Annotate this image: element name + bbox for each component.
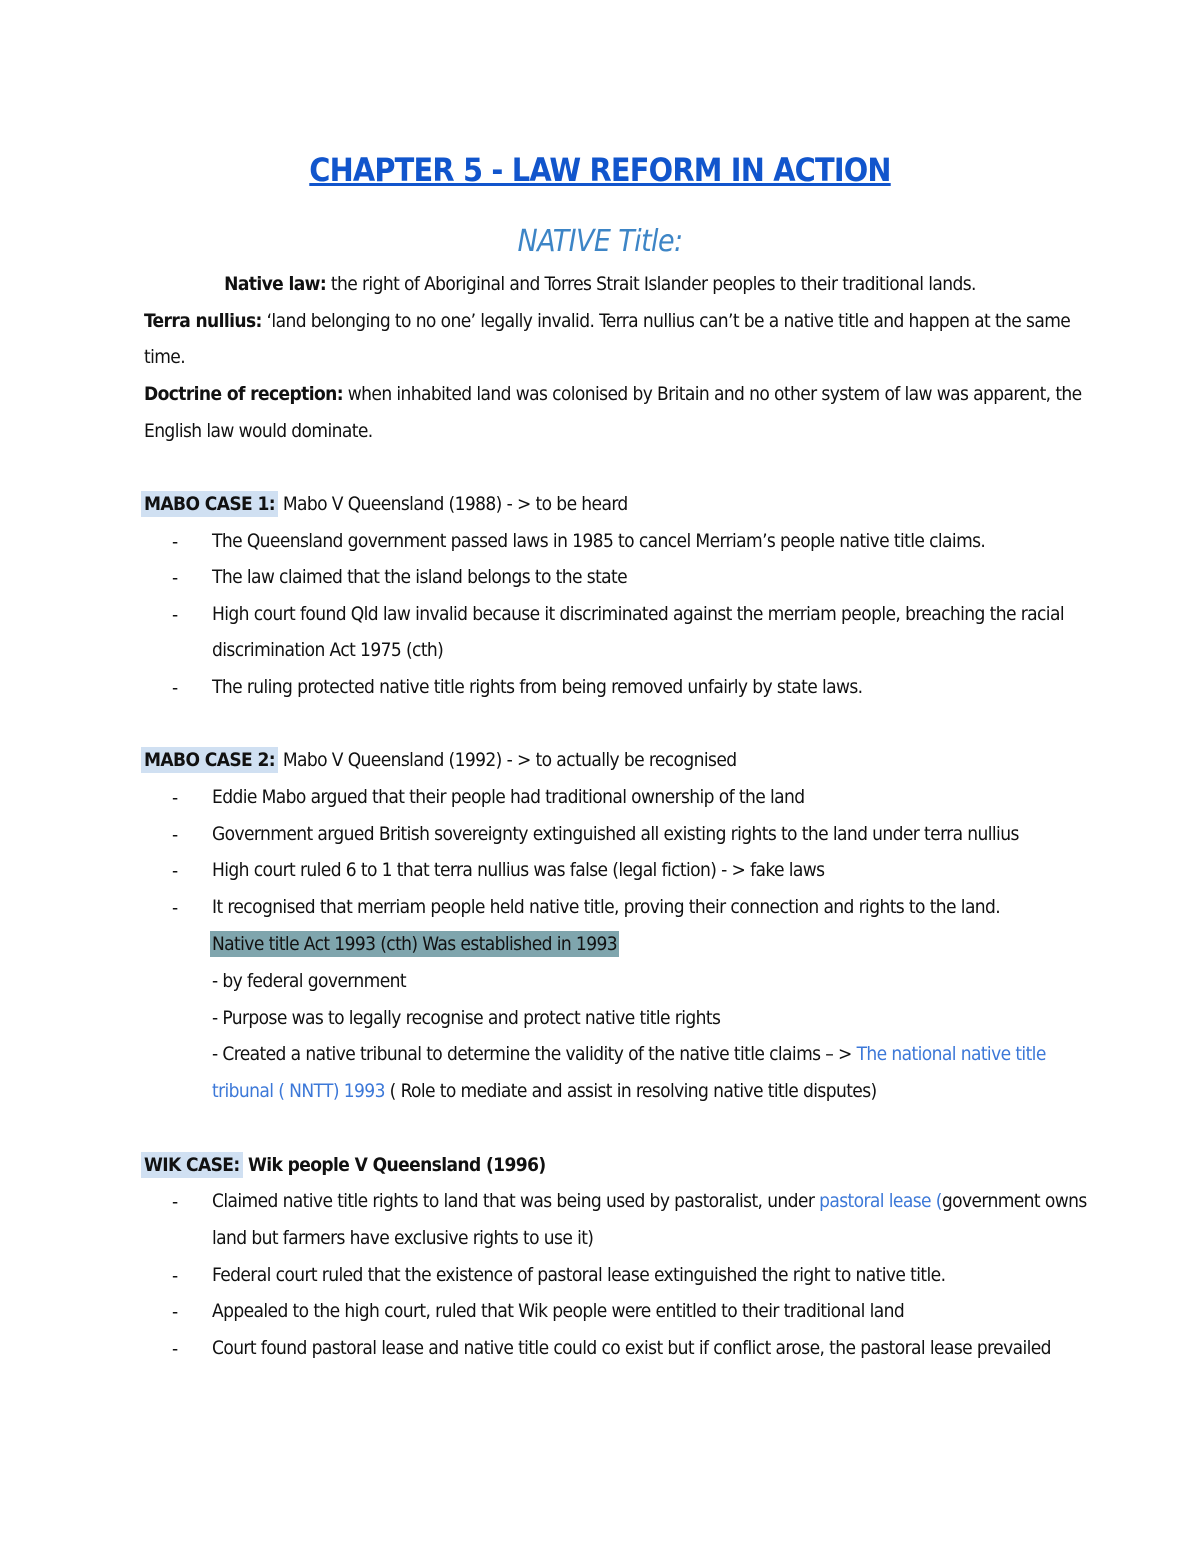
case-label: MABO CASE 2: [141,747,278,773]
list-item: The ruling protected native title rights from being removed unfairly by state laws. [212,676,863,698]
native-title-act-highlight: Native title Act 1993 (cth) Was established in 1993 [212,933,618,955]
list-item: Government argued British sovereignty extinguished all existing rights to the land under terra nullius [212,823,1019,845]
act-point-tribunal-continued: tribunal ( NNTT) 1993 ( Role to mediate and assist in resolving native title disputes) [212,1080,877,1102]
list-item: It recognised that merriam people held native title, proving their connection and rights to the land. [212,896,1001,918]
case-title: Mabo V Queensland (1992) - > to actually be recognised [278,749,737,771]
definition-term: Terra nullius: [144,310,262,332]
definition-text-continued: time. [144,346,186,368]
list-item: High court ruled 6 to 1 that terra nullius was false (legal fiction) - > fake laws [212,859,825,881]
page-title: CHAPTER 5 - LAW REFORM IN ACTION [309,151,891,189]
list-item: Claimed native title rights to land that was being used by pastoralist, under pastoral lease (government owns [212,1190,1087,1212]
definition-text: when inhabited land was colonised by Britain and no other system of law was apparent, the [342,383,1082,405]
bullet-marker: - [172,1265,179,1287]
list-item: The Queensland government passed laws in 1985 to cancel Merriam’s people native title claims. [212,530,986,552]
case-label: MABO CASE 1: [141,491,278,517]
definition-doctrine-of-reception [144,382,1082,406]
bullet-marker: - [172,567,179,589]
list-item: Eddie Mabo argued that their people had traditional ownership of the land [212,786,805,808]
definition-native-law [0,272,1200,296]
definition-text-continued: English law would dominate. [144,420,373,442]
act-point: - Purpose was to legally recognise and protect native title rights [212,1007,721,1029]
bullet-marker: - [172,787,179,809]
bullet-marker: - [172,1301,179,1323]
list-item: Federal court ruled that the existence of pastoral lease extinguished the right to native title. [212,1264,946,1286]
bullet-marker: - [172,531,179,553]
bullet-marker: - [172,897,179,919]
list-item: The law claimed that the island belongs to the state [212,566,628,588]
nntt-link[interactable]: The national native title [856,1043,1046,1065]
case-title: Wik people V Queensland (1996) [242,1154,546,1176]
act-point: - by federal government [212,970,406,992]
case-title: Mabo V Queensland (1988) - > to be heard [278,493,628,515]
list-item: High court found Qld law invalid because it discriminated against the merriam people, breaching the racial [212,603,1064,625]
list-item: Appealed to the high court, ruled that Wik people were entitled to their traditional land [212,1300,905,1322]
mabo-case-2-heading [141,748,737,772]
act-point-tribunal: - Created a native tribunal to determine the validity of the native title claims – > The national native title [212,1043,1046,1065]
case-label: WIK CASE: [141,1152,243,1178]
bullet-marker: - [172,677,179,699]
bullet-marker: - [172,604,179,626]
definition-text: the right of Aboriginal and Torres Strait Islander peoples to their traditional lands. [326,273,976,295]
bullet-marker: - [172,824,179,846]
list-item: Court found pastoral lease and native title could co exist but if conflict arose, the pastoral lease prevailed [212,1337,1051,1359]
bullet-marker: - [172,1191,179,1213]
list-item-continued: discrimination Act 1975 (cth) [212,639,444,661]
definition-text: ‘land belonging to no one’ legally invalid. Terra nullius can’t be a native title and happen at the same [261,310,1071,332]
bullet-marker: - [172,1338,179,1360]
definition-terra-nullius [144,309,1070,333]
section-subtitle: NATIVE Title: [517,224,683,259]
nntt-link[interactable]: tribunal ( NNTT) 1993 [212,1080,385,1102]
pastoral-lease-link[interactable]: pastoral lease ( [819,1190,942,1212]
mabo-case-1-heading [141,492,628,516]
list-item-continued: land but farmers have exclusive rights to use it) [212,1227,594,1249]
definition-term: Doctrine of reception: [144,383,343,405]
bullet-marker: - [172,860,179,882]
definition-term: Native law: [224,273,327,295]
wik-case-heading [141,1153,546,1177]
